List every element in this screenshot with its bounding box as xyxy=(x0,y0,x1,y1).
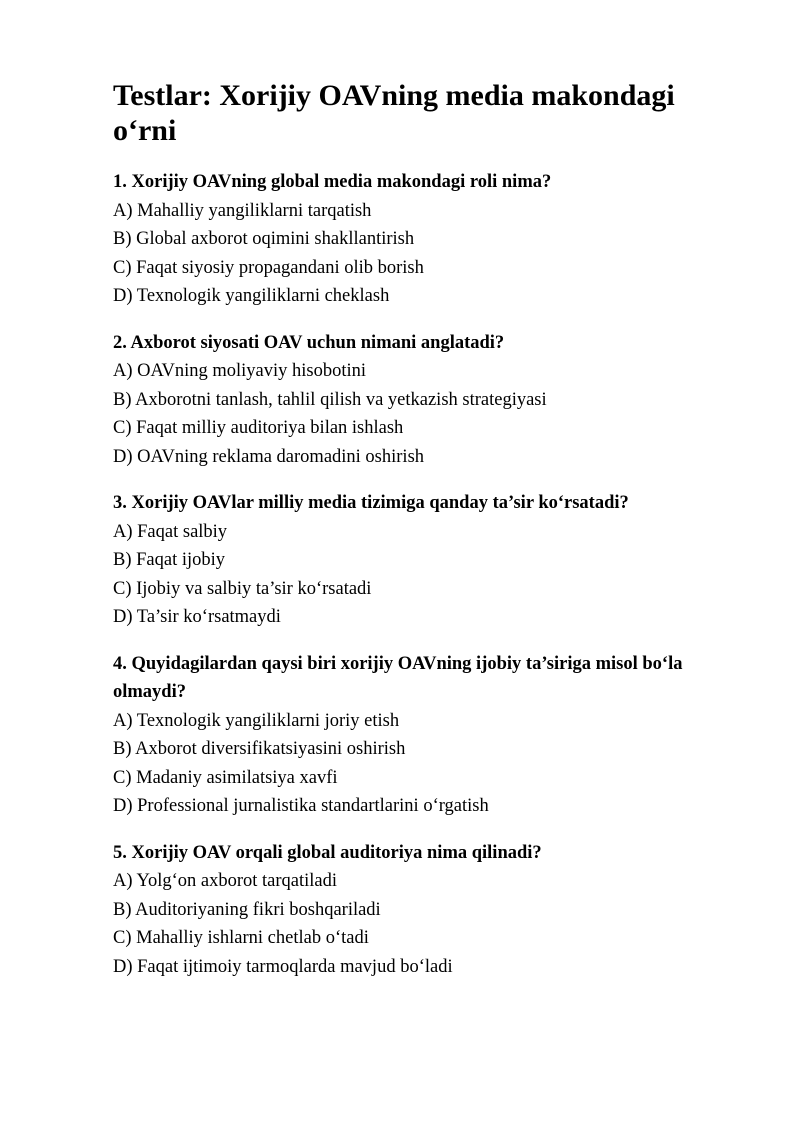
question-option: B) Auditoriyaning fikri boshqariladi xyxy=(113,899,381,920)
question-option: C) Ijobiy va salbiy ta’sir ko‘rsatadi xyxy=(113,578,372,599)
question-block xyxy=(113,839,737,982)
question-option: C) Faqat siyosiy propagandani olib borish xyxy=(113,257,424,278)
question-option: D) Professional jurnalistika standartlarini o‘rgatish xyxy=(113,796,489,816)
question-option: D) Texnologik yangiliklarni cheklash xyxy=(113,286,390,306)
question-option: D) Faqat ijtimoiy tarmoqlarda mavjud bo‘ladi xyxy=(113,956,453,977)
question-option: D) OAVning reklama daromadini oshirish xyxy=(113,446,425,467)
question-option: C) Madaniy asimilatsiya xavfi xyxy=(113,767,338,788)
question-option: B) Axborot diversifikatsiyasini oshirish xyxy=(113,739,406,759)
question-option: B) Axborotni tanlash, tahlil qilish va yetkazish strategiyasi xyxy=(113,389,547,410)
question-heading: 5. Xorijiy OAV orqali global auditoriya nima qilinadi? xyxy=(113,842,542,863)
question-option: A) Mahalliy yangiliklarni tarqatish xyxy=(113,200,372,221)
question-heading: 3. Xorijiy OAVlar milliy media tizimiga qanday ta’sir ko‘rsatadi? xyxy=(113,493,629,513)
question-block xyxy=(113,650,737,821)
question-option: C) Faqat milliy auditoriya bilan ishlash xyxy=(113,418,404,438)
question-block xyxy=(113,168,737,311)
question-heading: 2. Axborot siyosati OAV uchun nimani anglatadi? xyxy=(113,332,505,353)
page-title: Testlar: Xorijiy OAVning media makondagi o‘rni xyxy=(113,79,675,147)
question-option: D) Ta’sir ko‘rsatmaydi xyxy=(113,607,281,627)
question-option: A) Faqat salbiy xyxy=(113,521,228,542)
question-block xyxy=(113,329,737,472)
question-option: B) Global axborot oqimini shakllantirish xyxy=(113,229,415,249)
question-heading: 1. Xorijiy OAVning global media makondagi roli nima? xyxy=(113,172,552,192)
question-option: C) Mahalliy ishlarni chetlab o‘tadi xyxy=(113,928,369,948)
questions-list xyxy=(113,168,737,981)
question-option: A) Texnologik yangiliklarni joriy etish xyxy=(113,710,400,731)
question-block xyxy=(113,489,737,632)
question-heading: 4. Quyidagilardan qaysi biri xorijiy OAVning ijobiy ta’siriga misol bo‘la olmaydi? xyxy=(113,653,683,702)
question-option: A) Yolg‘on axborot tarqatiladi xyxy=(113,871,338,891)
question-option: B) Faqat ijobiy xyxy=(113,550,226,570)
question-option: A) OAVning moliyaviy hisobotini xyxy=(113,361,367,381)
